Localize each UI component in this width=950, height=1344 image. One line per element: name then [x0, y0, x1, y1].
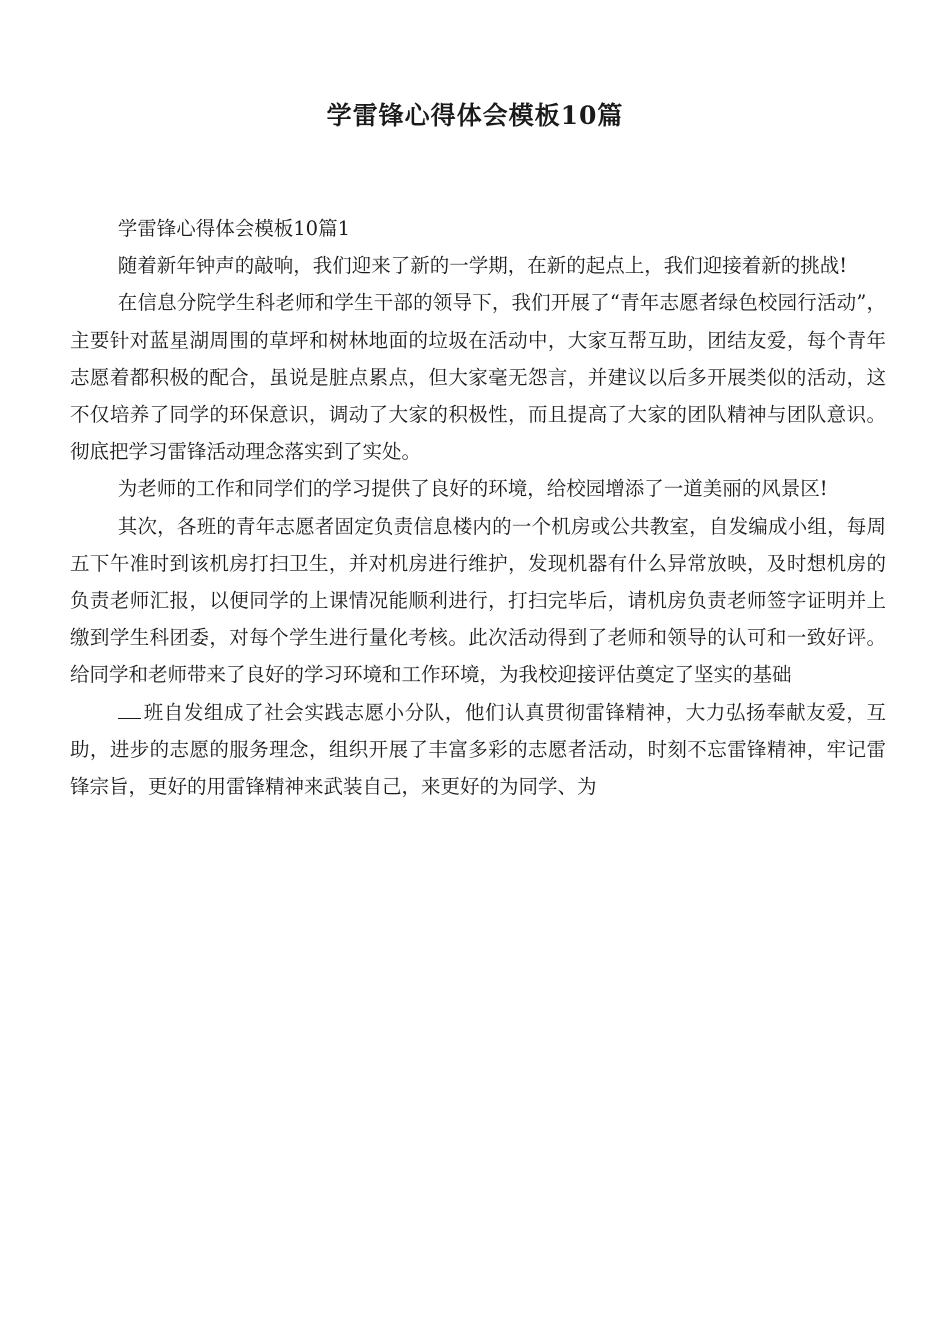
document-body [70, 210, 886, 805]
document-title: 学雷锋心得体会模板10篇 [326, 101, 624, 130]
paragraph-intro: 随着新年钟声的敲响，我们迎来了新的一学期，在新的起点上，我们迎接着新的挑战! [117, 254, 848, 278]
paragraph-green-campus: 在信息分院学生科老师和学生干部的领导下，我们开展了“青年志愿者绿色校园行活动”，主要针对蓝星湖周围的草坪和树林地面的垃圾在活动中，大家互帮互助，团结友爱，每个青年志愿着都积极的配合，虽说是脏点累点，但大家毫无怨言，并建议以后多开展类似的活动，这不仅培养了同学的环保意识，调动了大家的积极性，而且提高了大家的团队精神与团队意识。彻底把学习雷锋活动理念落实到了实处。 [70, 291, 886, 464]
blank-underline [118, 698, 141, 719]
paragraph-volunteer-team-text: 班自发组成了社会实践志愿小分队，他们认真贯彻雷锋精神，大力弘扬奉献友爱，互助，进步的志愿的服务理念，组织开展了丰富多彩的志愿者活动，时刻不忘雷锋精神，牢记雷锋宗旨，更好的用雷锋精神来武装自己，来更好的为同学、为 [70, 700, 886, 799]
section-heading: 学雷锋心得体会模板10篇1 [117, 217, 350, 240]
paragraph-environment: 为老师的工作和同学们的学习提供了良好的环境，给校园增添了一道美丽的风景区! [117, 477, 828, 501]
paragraph-volunteer-team [70, 694, 886, 806]
paragraph-computer-room: 其次，各班的青年志愿者固定负责信息楼内的一个机房或公共教室，自发编成小组，每周五下午准时到该机房打扫卫生，并对机房进行维护，发现机器有什么异常放映，及时想机房的负责老师汇报，以便同学的上课情况能顺利进行，打扫完毕后，请机房负责老师签字证明并上缴到学生科团委，对每个学生进行量化考核。此次活动得到了老师和领导的认可和一致好评。给同学和老师带来了良好的学习环境和工作环境，为我校迎接评估奠定了坚实的基础 [70, 514, 886, 687]
